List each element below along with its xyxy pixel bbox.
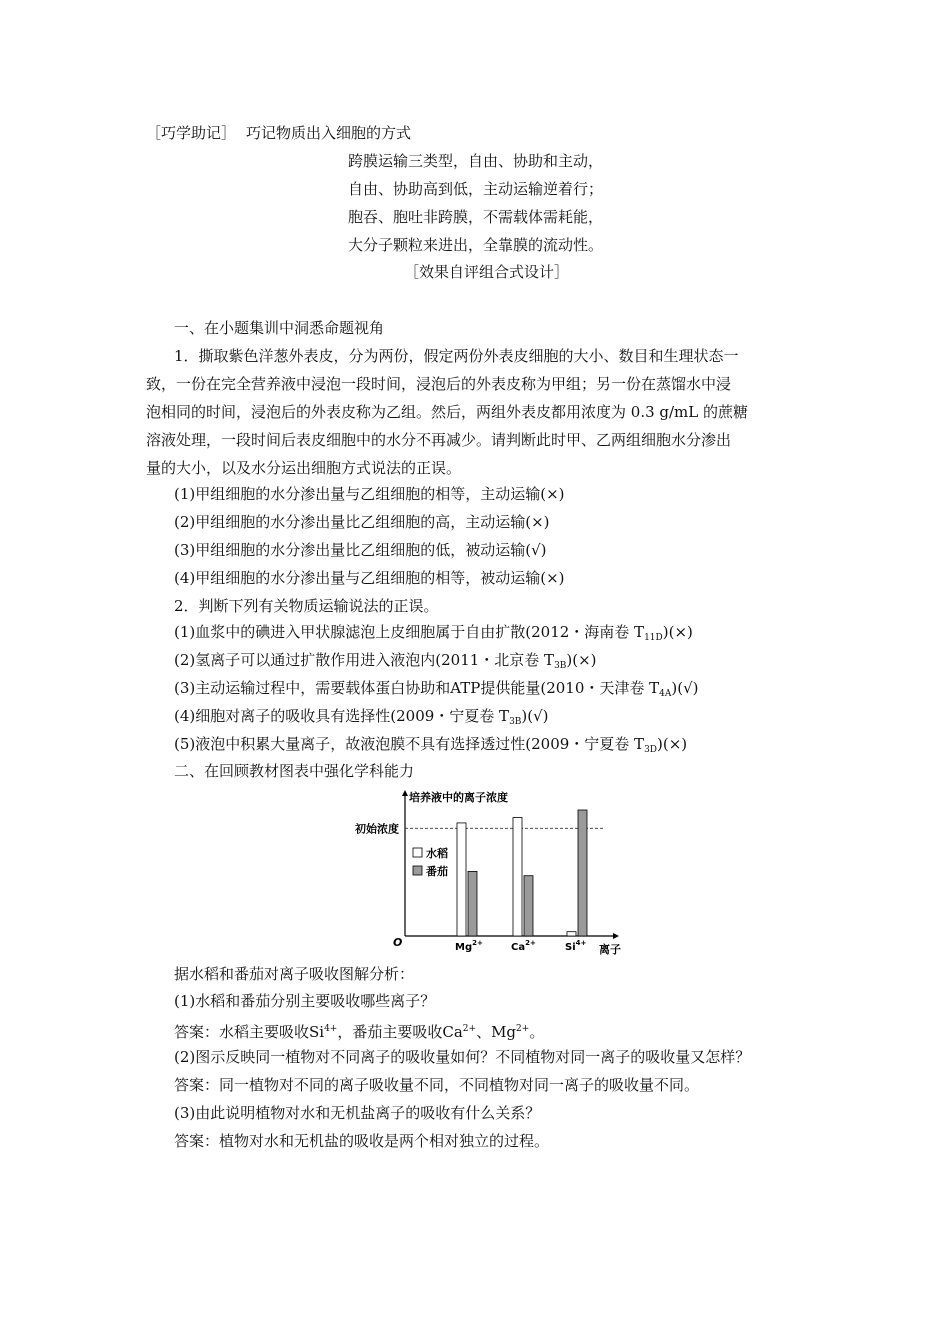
x-axis-arrow <box>613 933 619 939</box>
bar <box>524 876 533 936</box>
legend-swatch <box>413 848 422 857</box>
x-tick-label: $Si^{4+}$ <box>565 939 587 953</box>
poem-line: 胞吞、胞吐非跨膜，不需载体需耗能， <box>348 208 604 226</box>
memory-tip-tag: ［巧学助记］ <box>146 124 237 142</box>
answer: 答案：同一植物对不同的离子吸收量不同，不同植物对同一离子的吸收量不同。 <box>174 1076 700 1094</box>
q1-item: (1)甲组细胞的水分渗出量与乙组细胞的相等，主动运输(×) <box>174 485 565 503</box>
answer: 答案：水稻主要吸收$Si^{4+}$，番茄主要吸收$Ca^{2+}$、$Mg^{2+}$。 <box>174 1023 545 1041</box>
memory-tip-title: 巧记物质出入细胞的方式 <box>246 124 412 142</box>
bar <box>468 871 477 936</box>
q1-item: (4)甲组细胞的水分渗出量与乙组细胞的相等，被动运输(×) <box>174 569 565 587</box>
question: (3)由此说明植物对水和无机盐离子的吸收有什么关系？ <box>174 1104 541 1122</box>
ion-concentration-chart <box>355 788 625 960</box>
poem-line: 跨膜运输三类型，自由、协助和主动， <box>348 152 604 170</box>
bar <box>513 818 522 936</box>
answer: 答案：植物对水和无机盐的吸收是两个相对独立的过程。 <box>174 1132 550 1150</box>
poem-line: 大分子颗粒来进出，全靠膜的流动性。 <box>348 236 604 254</box>
memory-tip-header <box>146 123 411 143</box>
x-tick-label: $Mg^{2+}$ <box>455 939 483 953</box>
q1-text-line: 1．撕取紫色洋葱外表皮，分为两份，假定两份外表皮细胞的大小、数目和生理状态一 <box>174 347 739 365</box>
question: (2)图示反映同一植物对不同离子的吸收量如何？不同植物对同一离子的吸收量又怎样？ <box>174 1048 751 1066</box>
q1-text-line: 泡相同的时间，浸泡后的外表皮称为乙组。然后，两组外表皮都用浓度为 0.3 g/mL 的蔗糖 <box>146 403 749 421</box>
q2-item: (3)主动运输过程中，需要载体蛋白协助和ATP提供能量(2010・天津卷 $T_{4A})(√)$ <box>174 679 699 699</box>
q1-item: (3)甲组细胞的水分渗出量比乙组细胞的低，被动运输(√) <box>174 541 547 559</box>
part2-heading: 二、在回顾教材图表中强化学科能力 <box>174 762 415 780</box>
origin-label: O <box>393 936 403 949</box>
bar <box>457 823 466 936</box>
q2-item: (1)血浆中的碘进入甲状腺滤泡上皮细胞属于自由扩散(2012・海南卷 $T_{11D})(\times)$ <box>174 623 693 643</box>
analysis-intro: 据水稻和番茄对离子吸收图解分析： <box>174 965 415 983</box>
legend-swatch <box>413 866 422 875</box>
bar <box>567 932 576 936</box>
q1-text-line: 量的大小，以及水分运出细胞方式说法的正误。 <box>146 459 462 477</box>
initial-concentration-label: 初始浓度 <box>355 822 399 836</box>
y-axis-arrow <box>402 790 408 796</box>
section-heading: ［效果自评组合式设计］ <box>404 263 570 281</box>
q1-text-line: 致，一份在完全营养液中浸泡一段时间，浸泡后的外表皮称为甲组；另一份在蒸馏水中浸 <box>146 375 732 393</box>
q2-item: (5)液泡中积累大量离子，故液泡膜不具有选择透过性(2009・宁夏卷 $T_{3D})(\times)$ <box>174 735 688 755</box>
x-axis-label: 离子 <box>599 943 621 956</box>
q2-stem: 2．判断下列有关物质运输说法的正误。 <box>174 597 439 615</box>
q1-item: (2)甲组细胞的水分渗出量比乙组细胞的高，主动运输(×) <box>174 513 550 531</box>
legend-label: 水稻 <box>426 847 448 860</box>
y-axis-label: 培养液中的离子浓度 <box>409 791 508 804</box>
q2-item: (4)细胞对离子的吸收具有选择性(2009・宁夏卷 $T_{3B})(√)$ <box>174 707 549 727</box>
x-tick-label: $Ca^{2+}$ <box>511 939 536 953</box>
q2-item: (2)氢离子可以通过扩散作用进入液泡内(2011・北京卷 $T_{3B})(\times)$ <box>174 651 597 671</box>
question: (1)水稻和番茄分别主要吸收哪些离子？ <box>174 992 436 1010</box>
bar <box>578 810 587 936</box>
legend-label: 番茄 <box>426 865 448 878</box>
q1-text-line: 溶液处理，一段时间后表皮细胞中的水分不再减少。请判断此时甲、乙两组细胞水分渗出 <box>146 431 732 449</box>
part1-heading: 一、在小题集训中洞悉命题视角 <box>174 319 385 337</box>
poem-line: 自由、协助高到低，主动运输逆着行； <box>348 180 604 198</box>
